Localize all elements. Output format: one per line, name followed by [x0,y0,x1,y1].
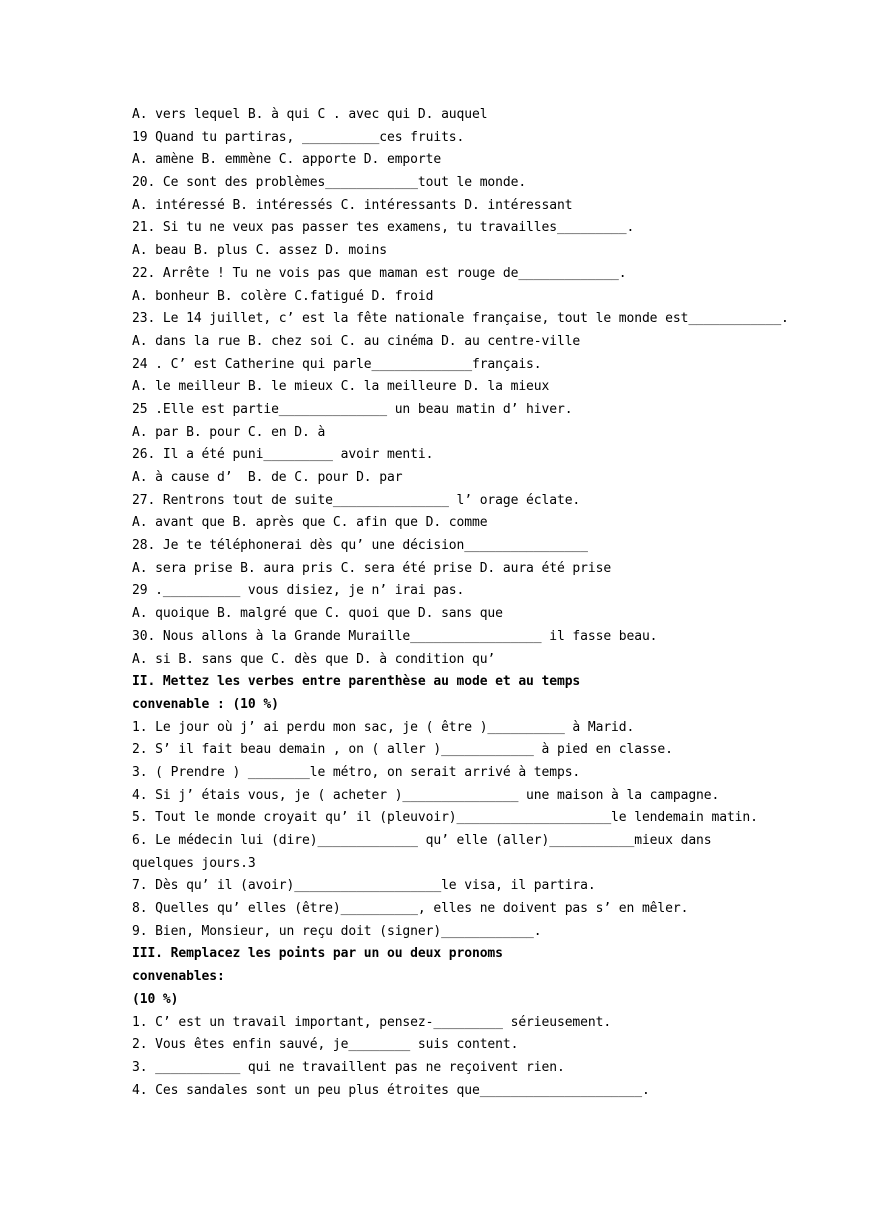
question-text: 22. Arrête ! Tu ne vois pas que maman est rouge de_____________. [132,265,627,281]
question-text: 2. Vous êtes enfin sauvé, je________ suis content. [132,1037,519,1053]
question-text: 23. Le 14 juillet, c’ est la fête nationale française, tout le monde est____________. [132,311,789,327]
answer-options: A. bonheur B. colère C.fatigué D. froid [132,288,434,304]
question-text: 25 .Elle est partie______________ un beau matin d’ hiver. [132,401,573,417]
question-text: 24 . C’ est Catherine qui parle_____________français. [132,356,542,372]
question-text: 9. Bien, Monsieur, un reçu doit (signer)____________. [132,923,542,939]
question-text: 8. Quelles qu’ elles (être)__________, elles ne doivent pas s’ en mêler. [132,901,689,917]
answer-options: A. avant que B. après que C. afin que D. comme [132,515,488,531]
question-text: 2. S’ il fait beau demain , on ( aller )____________ à pied en classe. [132,742,673,758]
question-text: 20. Ce sont des problèmes____________tout le monde. [132,175,527,191]
answer-options: A. intéressé B. intéressés C. intéressants D. intéressant [132,197,573,213]
answer-options: A. si B. sans que C. dès que D. à condition qu’ [132,651,496,667]
question-text: 27. Rentrons tout de suite_______________ l’ orage éclate. [132,492,581,508]
question-text: 1. Le jour où j’ ai perdu mon sac, je ( être )__________ à Marid. [132,719,635,735]
answer-options: A. le meilleur B. le mieux C. la meilleure D. la mieux [132,379,550,395]
document-body [132,104,812,1102]
answer-options: A. quoique B. malgré que C. quoi que D. sans que [132,606,503,622]
question-text: 29 .__________ vous disiez, je n’ irai pas. [132,583,465,599]
section-heading: (10 %) [132,991,179,1007]
answer-options: A. beau B. plus C. assez D. moins [132,243,387,259]
question-text: 19 Quand tu partiras, __________ces fruits. [132,129,465,145]
question-text: 7. Dès qu’ il (avoir)___________________le visa, il partira. [132,878,596,894]
question-text: 3. ___________ qui ne travaillent pas ne reçoivent rien. [132,1059,565,1075]
question-text: 3. ( Prendre ) ________le métro, on serait arrivé à temps. [132,764,581,780]
answer-options: A. dans la rue B. chez soi C. au cinéma D. au centre-ville [132,333,581,349]
section-heading: II. Mettez les verbes entre parenthèse au mode et au temps [132,674,581,690]
answer-options: A. par B. pour C. en D. à [132,424,326,440]
question-text: 30. Nous allons à la Grande Muraille_________________ il fasse beau. [132,628,658,644]
question-text: 5. Tout le monde croyait qu’ il (pleuvoir)____________________le lendemain matin. [132,810,758,826]
question-text: 4. Si j’ étais vous, je ( acheter )_______________ une maison à la campagne. [132,787,720,803]
section-heading: III. Remplacez les points par un ou deux pronoms [132,946,503,962]
question-text: 6. Le médecin lui (dire)_____________ qu’ elle (aller)___________mieux dans [132,833,712,848]
question-text: 26. Il a été puni_________ avoir menti. [132,447,434,463]
section-heading: convenable : (10 %) [132,696,279,712]
question-text: 21. Si tu ne veux pas passer tes examens, tu travailles_________. [132,220,635,236]
answer-options: A. vers lequel B. à qui C . avec qui D. auquel [132,107,488,122]
answer-options: A. sera prise B. aura pris C. sera été prise D. aura été prise [132,560,612,576]
question-text: 1. C’ est un travail important, pensez-_________ sérieusement. [132,1014,612,1030]
question-text: 28. Je te téléphonerai dès qu’ une décision________________ [132,538,588,554]
section-heading: convenables: [132,969,225,985]
answer-options: A. à cause d’ B. de C. pour D. par [132,470,403,485]
answer-options: A. amène B. emmène C. apporte D. emporte [132,152,442,168]
question-text: 4. Ces sandales sont un peu plus étroites que_____________________. [132,1082,650,1098]
question-text: quelques jours.3 [132,855,256,871]
